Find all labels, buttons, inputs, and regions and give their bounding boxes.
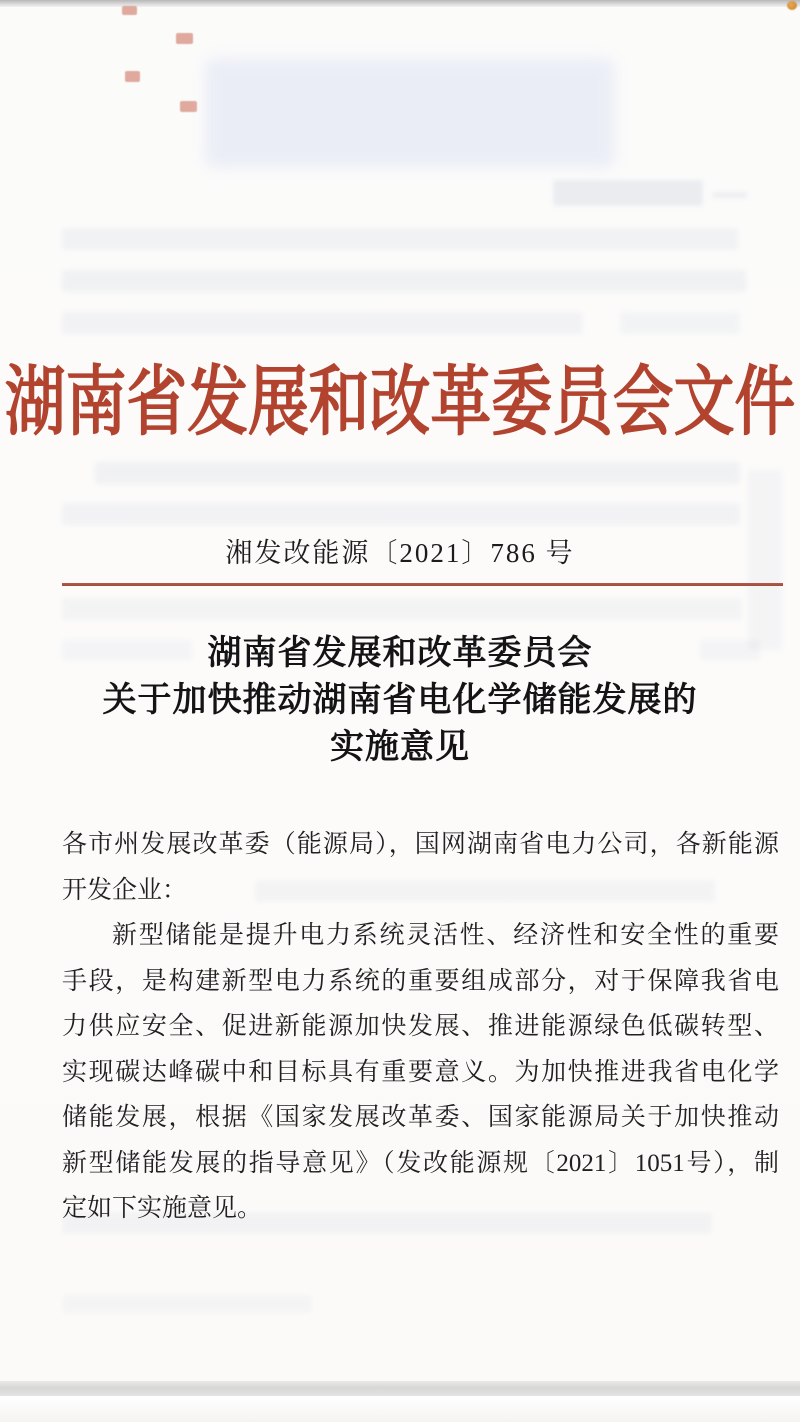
body-line: 定如下实施意见。 (62, 1195, 263, 1222)
document-title-line: 实施意见 (330, 729, 470, 766)
body-line: 实现碳达峰碳中和目标具有重要意义。为加快推进我省电化学 (62, 1058, 779, 1086)
body-line: 新型储能发展的指导意见》（发改能源规〔2021〕1051号），制 (62, 1149, 779, 1177)
bleed-through-mark (712, 192, 748, 198)
page-top-edge (0, 0, 800, 7)
document-title-line: 关于加快推动湖南省电化学储能发展的 (102, 682, 698, 719)
document-body (62, 822, 779, 1232)
bleed-through-mark (62, 598, 742, 620)
corner-orange-dot (787, 1, 797, 10)
letterhead-title: 湖南省发展和改革委员会文件 (4, 361, 796, 445)
document-number: 湘发改能源〔2021〕786 号 (225, 538, 575, 568)
bleed-through-mark (62, 1295, 312, 1313)
bleed-through-mark (62, 312, 582, 334)
page-bottom-edge (0, 1381, 800, 1396)
bleed-through-mark (620, 312, 740, 334)
red-annotation-mark (180, 101, 197, 112)
red-separator-rule (62, 583, 783, 586)
salutation-line: 各市州发展改革委（能源局），国网湖南省电力公司，各新能源 (62, 831, 779, 858)
salutation-line: 开发企业： (62, 876, 188, 904)
red-annotation-mark (122, 6, 137, 15)
body-line: 新型储能是提升电力系统灵活性、经济性和安全性的重要 (112, 922, 779, 949)
bleed-through-mark (62, 228, 738, 250)
bleed-through-mark (62, 503, 740, 525)
bleed-through-mark (553, 180, 703, 206)
bleed-through-mark (95, 462, 740, 484)
bleed-through-mark (62, 270, 746, 292)
document-title (22, 630, 778, 771)
body-line: 储能发展，根据《国家发展改革委、国家能源局关于加快推动 (62, 1104, 779, 1131)
red-annotation-mark (176, 33, 193, 44)
bleed-through-mark (205, 58, 615, 168)
body-line: 力供应安全、促进新能源加快发展、推进能源绿色低碳转型、 (62, 1013, 779, 1040)
red-annotation-mark (125, 71, 140, 82)
document-title-line: 湖南省发展和改革委员会 (207, 635, 593, 672)
page-bottom-shadow (0, 1396, 800, 1422)
body-line: 手段，是构建新型电力系统的重要组成部分，对于保障我省电 (62, 967, 779, 995)
